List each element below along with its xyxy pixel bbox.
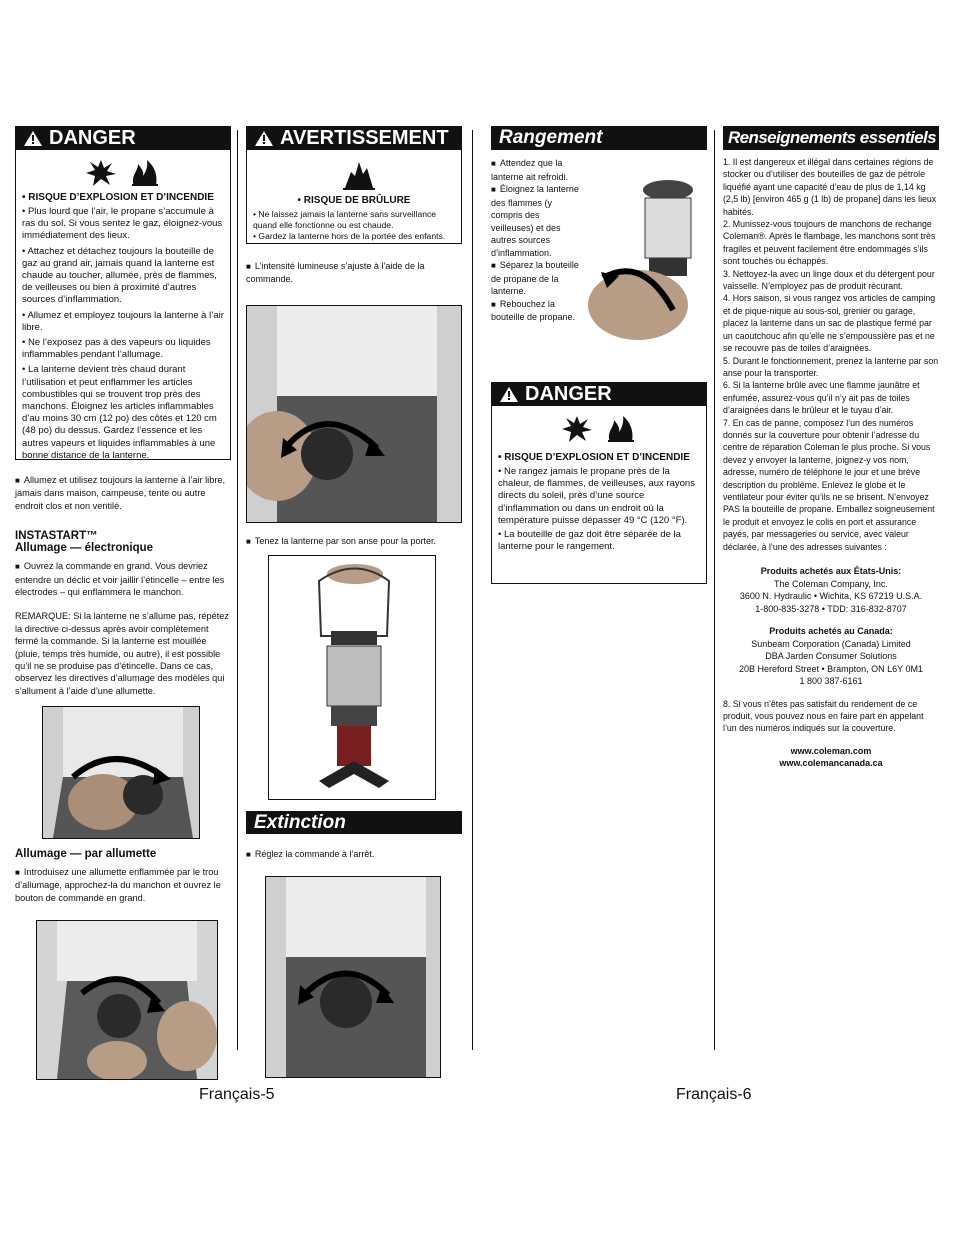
info-item-8: 8. Si vous n’êtes pas satisfait du rendement de ce produit, vous pouvez nous en faire part en appelant l’un des numéros indiqués sur la couverture. [723, 698, 924, 734]
ca-address-line: DBA Jarden Consumer Solutions [765, 651, 897, 661]
info-item: 6. Si la lanterne brûle avec une flamme jaunâtre et enfumée, assurez-vous qu’il n’y ait pas de toiles d’araignées dans le brûleur et le tuyau d’air. [723, 380, 920, 416]
lantern-off-photo [265, 876, 441, 1078]
explosion-icon [562, 416, 592, 442]
instastart-subtitle: Allumage — électronique [15, 542, 154, 555]
info-item: 1. Il est dangereux et illégal dans certaines régions de stocker ou d’utiliser des bouteilles de gaz de pétrole liquéfié ayant une capacité d’eau de plus de 1,14 kg (2,5 lb) [environ 465 g (1 lb) de propane] dans les lieux habités. [723, 157, 937, 217]
avertissement-box [246, 150, 462, 244]
instastart-title: INSTASTART™ [15, 530, 98, 543]
lantern-storage-photo [583, 160, 707, 344]
match-text: ■ Introduisez une allumette enflammée par le trou d’allumage, approchez-la du manchon et ouvrez le bouton de commande en grand. [15, 866, 231, 904]
us-address-title: Produits achetés aux États-Unis: [760, 566, 902, 576]
ca-address [723, 625, 939, 688]
extinction-text: ■ Réglez la commande à l’arrêt. [246, 848, 462, 861]
remarque-text: REMARQUE: Si la lanterne ne s’allume pas, répétez la directive ci-dessus après avoir complètement fermé la commande. Si la lanterne est mouillée (pluie, temps très humide, ou autre), il est possible qu’il ne se produise pas d’étincelle. Dans ce cas, observez les directives d’allumage des modèles qui s’allument à l’aide d’une allumette. [15, 611, 229, 696]
rangement-item: ■ Rebouchez la bouteille de propane. [491, 298, 579, 324]
lantern-carry-photo [268, 555, 436, 800]
us-address-line: The Coleman Company, Inc. [774, 578, 888, 589]
avertissement-header: AVERTISSEMENT [246, 126, 462, 150]
avertissement-bullet: • Ne laissez jamais la lanterne sans surveillance quand elle fonctionne ou est chaude. [253, 209, 437, 230]
column-3-danger [491, 382, 707, 584]
lantern-match-photo [36, 920, 218, 1080]
danger-box [15, 150, 231, 460]
us-address [723, 565, 939, 615]
website-link-ca[interactable]: www.colemancanada.ca [779, 758, 883, 769]
danger-storage-bullet: • Ne rangez jamais le propane près de la chaleur, de flammes, de veilleuses, aux rayons directs du soleil, près d’une source d’inflammation ou dans un endroit où la température puisse dépasser 49 °C (120 °F). [498, 466, 695, 526]
column-2 [246, 126, 462, 286]
match-title: Allumage — par allumette [15, 848, 157, 860]
warning-triangle-icon [499, 386, 519, 403]
info-item: 4. Hors saison, si vous rangez vos articles de camping et de pique-nique au sous-sol, grenier ou garage, placez la lanterne dans un sac de plastique fermé par un caoutchouc afin qu’elle ne s’empoussière pas et ne se recouvre pas de toiles d’araignées. [723, 293, 936, 354]
rangement-item: ■ Attendez que la lanterne ait refroidi. [491, 157, 579, 183]
info-item: 3. Nettoyez-la avec un linge doux et du détergent pour vaisselle. N’employez pas de produit récurant. [723, 268, 935, 292]
risk-explosion-label: • RISQUE D’EXPLOSION ET D’INCENDIE [22, 192, 214, 203]
open-air-note: ■ Allumez et utilisez toujours la lanterne à l’air libre, jamais dans maison, campeuse, tente ou autre endroit clos et non ventilé. [15, 474, 231, 512]
carry-note: ■ Tenez la lanterne par son anse pour la porter. [246, 535, 462, 548]
column-divider-2 [472, 130, 473, 1050]
danger-bullet: • Plus lourd que l’air, le propane s’accumule à ras du sol. Si vous sentez le gaz, éloignez-vous immédiatement des lieux. [22, 206, 223, 242]
rangement-item: ■ Éloignez la lanterne des flammes (y compris des veilleuses) et des autres sources d’inflammation. [491, 183, 579, 259]
ca-address-line: 20B Hereford Street • Brampton, ON L6Y 0M1 [738, 663, 924, 674]
danger-header: DANGER [15, 126, 231, 150]
info-item: 5. Durant le fonctionnement, prenez la lanterne par son anse pour la transporter. [723, 355, 939, 378]
us-address-line: 3600 N. Hydraulic • Wichita, KS 67219 U.S.A. [739, 591, 923, 601]
warning-triangle-icon [23, 130, 43, 147]
fire-icon [606, 416, 636, 442]
page-number-right: Français-6 [676, 1086, 752, 1103]
us-address-line: 1-800-835-3278 • TDD: 316-832-8707 [755, 603, 907, 614]
rangement-list [491, 157, 579, 324]
info-item: 7. En cas de panne, composez l’un des numéros donnés sur la couverture pour obtenir l’adresse du centre de réparation Coleman le plus proche. Si vous devez y envoyer la lanterne, joignez-y vos nom, adresse, numéro de téléphone le jour et une brève description du problème. Enlevez le globe et le ventilateur pour éviter qu’ils ne se brisent. N’envoyez PAS la bouteille de propane. Emballez soigneusement le produit et envoyez le colis en port et assurance payés, par messageries ou service, avec valeur déclarée, à l’une des adresses suivantes : [723, 417, 935, 552]
renseignements-header: Renseignements essentiels [723, 126, 939, 150]
renseignements-list [723, 156, 939, 553]
rangement-header: Rangement [491, 126, 707, 150]
ca-address-line: Sunbeam Corporation (Canada) Limited [751, 638, 911, 649]
danger-storage-header: DANGER [491, 382, 707, 406]
rangement-item: ■ Séparez la bouteille de propane de la lanterne. [491, 259, 579, 298]
websites [723, 745, 939, 770]
info-item: 2. Munissez-vous toujours de manchons de rechange Coleman®. Après le flambage, les manchons sont très fragiles et peuvent facilement être endommagés s’ils sont touchés ou échappés. [723, 219, 936, 267]
ca-address-line: 1 800 387-6161 [799, 676, 863, 686]
burn-hazard-icon [341, 158, 377, 190]
carry-note-wrap [246, 535, 462, 548]
ca-address-title: Produits achetés au Canada: [769, 626, 893, 636]
danger-storage-box [491, 406, 707, 584]
column-1-lower [15, 848, 231, 904]
page-number-left: Français-5 [199, 1086, 275, 1103]
column-divider-3 [714, 130, 715, 1050]
risk-explosion-label: • RISQUE D’EXPLOSION ET D’INCENDIE [498, 452, 690, 463]
avertissement-bullet: • Gardez la lanterne hors de la portée des enfants. [253, 231, 446, 241]
danger-bullet: • Ne l’exposez pas à des vapeurs ou liquides inflammables pendant l’allumage. [22, 337, 211, 361]
explosion-icon [86, 160, 116, 186]
intensity-note: ■ L’intensité lumineuse s’ajuste à l’aide de la commande. [246, 260, 462, 286]
risk-burn-label: • RISQUE DE BRÛLURE [297, 195, 411, 206]
extinction-header: Extinction [246, 811, 462, 834]
column-2-lower [246, 811, 462, 861]
column-1 [15, 126, 231, 697]
warning-triangle-icon [254, 130, 274, 147]
danger-bullet: • Attachez et détachez toujours la bouteille de gaz au grand air, jamais quand la lanterne est chaude au toucher, allumée, près de flammes, de veilleuses ou bien à proximité d’autres sources d’inflammation. [22, 245, 217, 306]
danger-bullet: • Allumez et employez toujours la lanterne à l’air libre. [22, 309, 224, 333]
lantern-intensity-photo [246, 305, 462, 523]
lantern-control-photo [42, 706, 200, 839]
column-divider-1 [237, 130, 238, 1050]
instastart-text: ■ Ouvrez la commande en grand. Vous devriez entendre un déclic et voir jaillir l’étincelle – entre les électrodes – qui enflammera le manchon. [15, 560, 231, 598]
danger-storage-bullet: • La bouteille de gaz doit être séparée de la lanterne pour le rangement. [498, 529, 681, 553]
website-link-us[interactable]: www.coleman.com [790, 745, 872, 756]
column-4 [723, 126, 939, 770]
danger-bullet: • La lanterne devient très chaud durant l’utilisation et peut enflammer les articles combustibles qui se trouvent trop près des manchons. Éloignez les articles inflammables d’au moins 30 cm (12 po) des côtés et 120 cm (48 po) du dessus. Gardez l’essence et les autres vapeurs et liquides inflammables à une bonne distance de la lanterne. [22, 364, 217, 461]
fire-icon [130, 160, 160, 186]
